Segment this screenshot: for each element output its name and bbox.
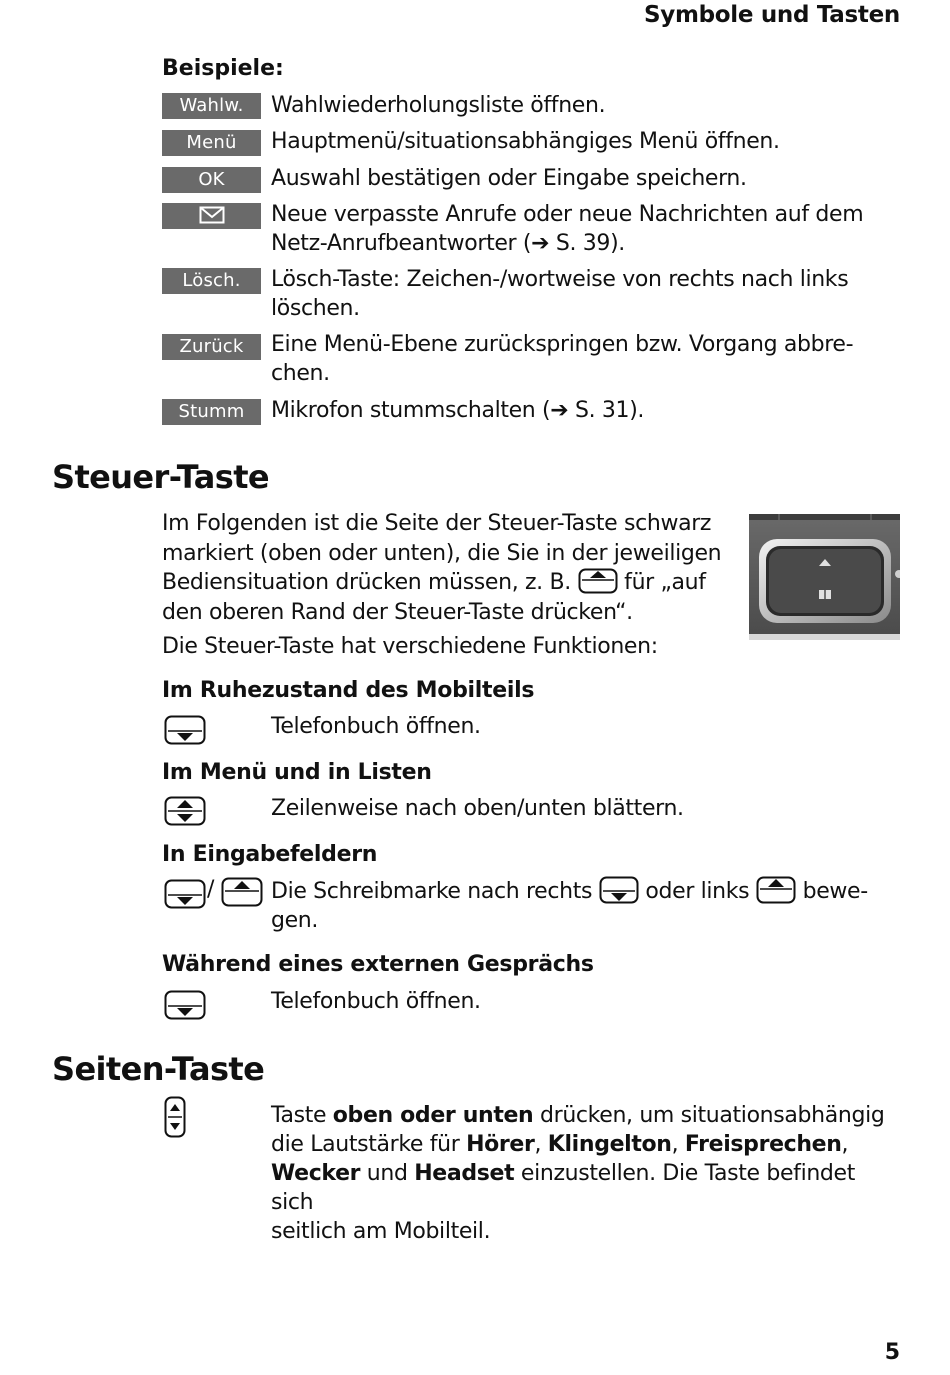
page-number: 5	[884, 1340, 900, 1365]
seiten-p3c: Headset	[414, 1161, 515, 1186]
seiten-p3a: Wecker	[271, 1161, 361, 1186]
steuer-intro-line1: Im Folgenden ist die Seite der Steuer-Taste schwarz	[162, 511, 712, 536]
steuer-intro-line4: den oberen Rand der Steuer-Taste drücken“.	[162, 599, 633, 625]
control-key-up-icon	[756, 876, 796, 904]
subhead-eingabefelder: In Eingabefeldern	[162, 842, 378, 867]
slash-separator: /	[207, 877, 215, 902]
control-key-down-icon	[164, 879, 206, 909]
subhead-gespraech: Während eines externen Gesprächs	[162, 952, 594, 977]
control-key-down-icon	[164, 715, 206, 745]
seiten-p2g: ,	[841, 1132, 849, 1157]
control-key-down-icon	[164, 990, 206, 1020]
desc-stumm-text: Mikrofon stummschalten (	[271, 398, 551, 423]
desc-loesch	[271, 265, 901, 323]
seiten-description	[271, 1101, 901, 1246]
desc-message-line1: Neue verpasste Anrufe oder neue Nachrichten auf dem	[271, 202, 864, 227]
seiten-p2e: ,	[671, 1132, 685, 1157]
section-title-steuer: Steuer-Taste	[52, 458, 270, 496]
desc-zurueck-line2: chen.	[271, 361, 330, 386]
desc-message-line2	[271, 229, 901, 258]
envelope-icon	[199, 206, 225, 224]
text-eingabefelder-b: oder links	[645, 879, 750, 904]
softkey-wahlw: Wahlw.	[162, 93, 261, 119]
desc-zurueck	[271, 330, 901, 388]
seiten-p2b: Hörer	[466, 1132, 535, 1157]
examples-label: Beispiele:	[162, 56, 284, 81]
seiten-line1	[271, 1101, 901, 1130]
desc-menu: Hauptmenü/situationsabhängiges Menü öffnen.	[271, 129, 780, 154]
softkey-menu: Menü	[162, 130, 261, 156]
text-eingabefelder-line2: gen.	[271, 908, 319, 933]
text-eingabefelder	[271, 877, 901, 935]
softkey-loesch: Lösch.	[162, 268, 261, 294]
subhead-menue-listen: Im Menü und in Listen	[162, 760, 432, 785]
control-key-photo	[749, 514, 900, 640]
desc-stumm-ref: S. 31).	[568, 398, 645, 423]
desc-message	[271, 200, 901, 258]
side-key-icon	[164, 1096, 186, 1138]
text-eingabefelder-a: Die Schreibmarke nach rechts	[271, 879, 593, 904]
steuer-intro-line3b: für „auf	[624, 570, 706, 595]
seiten-line3	[271, 1159, 901, 1217]
steuer-intro-line3a: Bediensituation drücken müssen, z. B.	[162, 570, 571, 595]
seiten-line2	[271, 1130, 901, 1159]
desc-loesch-line2: löschen.	[271, 296, 360, 321]
steuer-intro-line2: markiert (oben oder unten), die Sie in der jeweiligen	[162, 540, 722, 566]
seiten-p3d: einzustellen. Die Taste befindet sich	[271, 1161, 856, 1215]
text-eingabefelder-line1	[271, 877, 901, 906]
text-eingabefelder-c: bewe-	[802, 879, 868, 904]
arrow-right-icon: ➔	[550, 398, 569, 423]
seiten-p2f: Freisprechen	[684, 1132, 842, 1157]
softkey-zurueck: Zurück	[162, 334, 261, 360]
seiten-p1b: oben oder unten	[332, 1103, 534, 1128]
seiten-line4: seitlich am Mobilteil.	[271, 1219, 491, 1244]
text-ruhezustand: Telefonbuch öffnen.	[271, 714, 481, 739]
steuer-intro-line3	[162, 568, 742, 598]
steuer-functions-intro: Die Steuer-Taste hat verschiedene Funktionen:	[162, 634, 658, 659]
desc-loesch-line1: Lösch-Taste: Zeichen-/wortweise von rechts nach links	[271, 267, 849, 292]
desc-message-ref: S. 39).	[549, 231, 625, 256]
text-gespraech: Telefonbuch öffnen.	[271, 989, 481, 1014]
desc-message-text: Netz-Anrufbeantworter (	[271, 231, 532, 256]
seiten-p2a: die Lautstärke für	[271, 1132, 467, 1157]
arrow-right-icon: ➔	[531, 231, 550, 256]
text-menue-listen: Zeilenweise nach oben/unten blättern.	[271, 796, 684, 821]
desc-ok: Auswahl bestätigen oder Eingabe speichern.	[271, 166, 747, 191]
page-header-title: Symbole und Tasten	[643, 2, 900, 28]
desc-stumm	[271, 396, 901, 425]
control-key-up-icon	[578, 568, 618, 594]
control-key-up-icon	[221, 877, 263, 907]
steuer-intro	[162, 509, 742, 627]
control-key-up-down-icon	[164, 796, 206, 826]
desc-zurueck-line1: Eine Menü-Ebene zurückspringen bzw. Vorgang abbre-	[271, 332, 854, 357]
seiten-p1c: drücken, um situationsabhängig	[533, 1103, 885, 1128]
softkey-message	[162, 203, 261, 229]
seiten-p2d: Klingelton	[547, 1132, 672, 1157]
seiten-p1a: Taste	[271, 1103, 333, 1128]
desc-wahlw: Wahlwiederholungsliste öffnen.	[271, 93, 606, 118]
seiten-p3b: und	[360, 1161, 415, 1186]
subhead-ruhezustand: Im Ruhezustand des Mobilteils	[162, 678, 535, 703]
seiten-p2c: ,	[534, 1132, 548, 1157]
softkey-stumm: Stumm	[162, 399, 261, 425]
control-key-down-icon	[599, 876, 639, 904]
softkey-ok: OK	[162, 167, 261, 193]
section-title-seiten: Seiten-Taste	[52, 1050, 265, 1088]
